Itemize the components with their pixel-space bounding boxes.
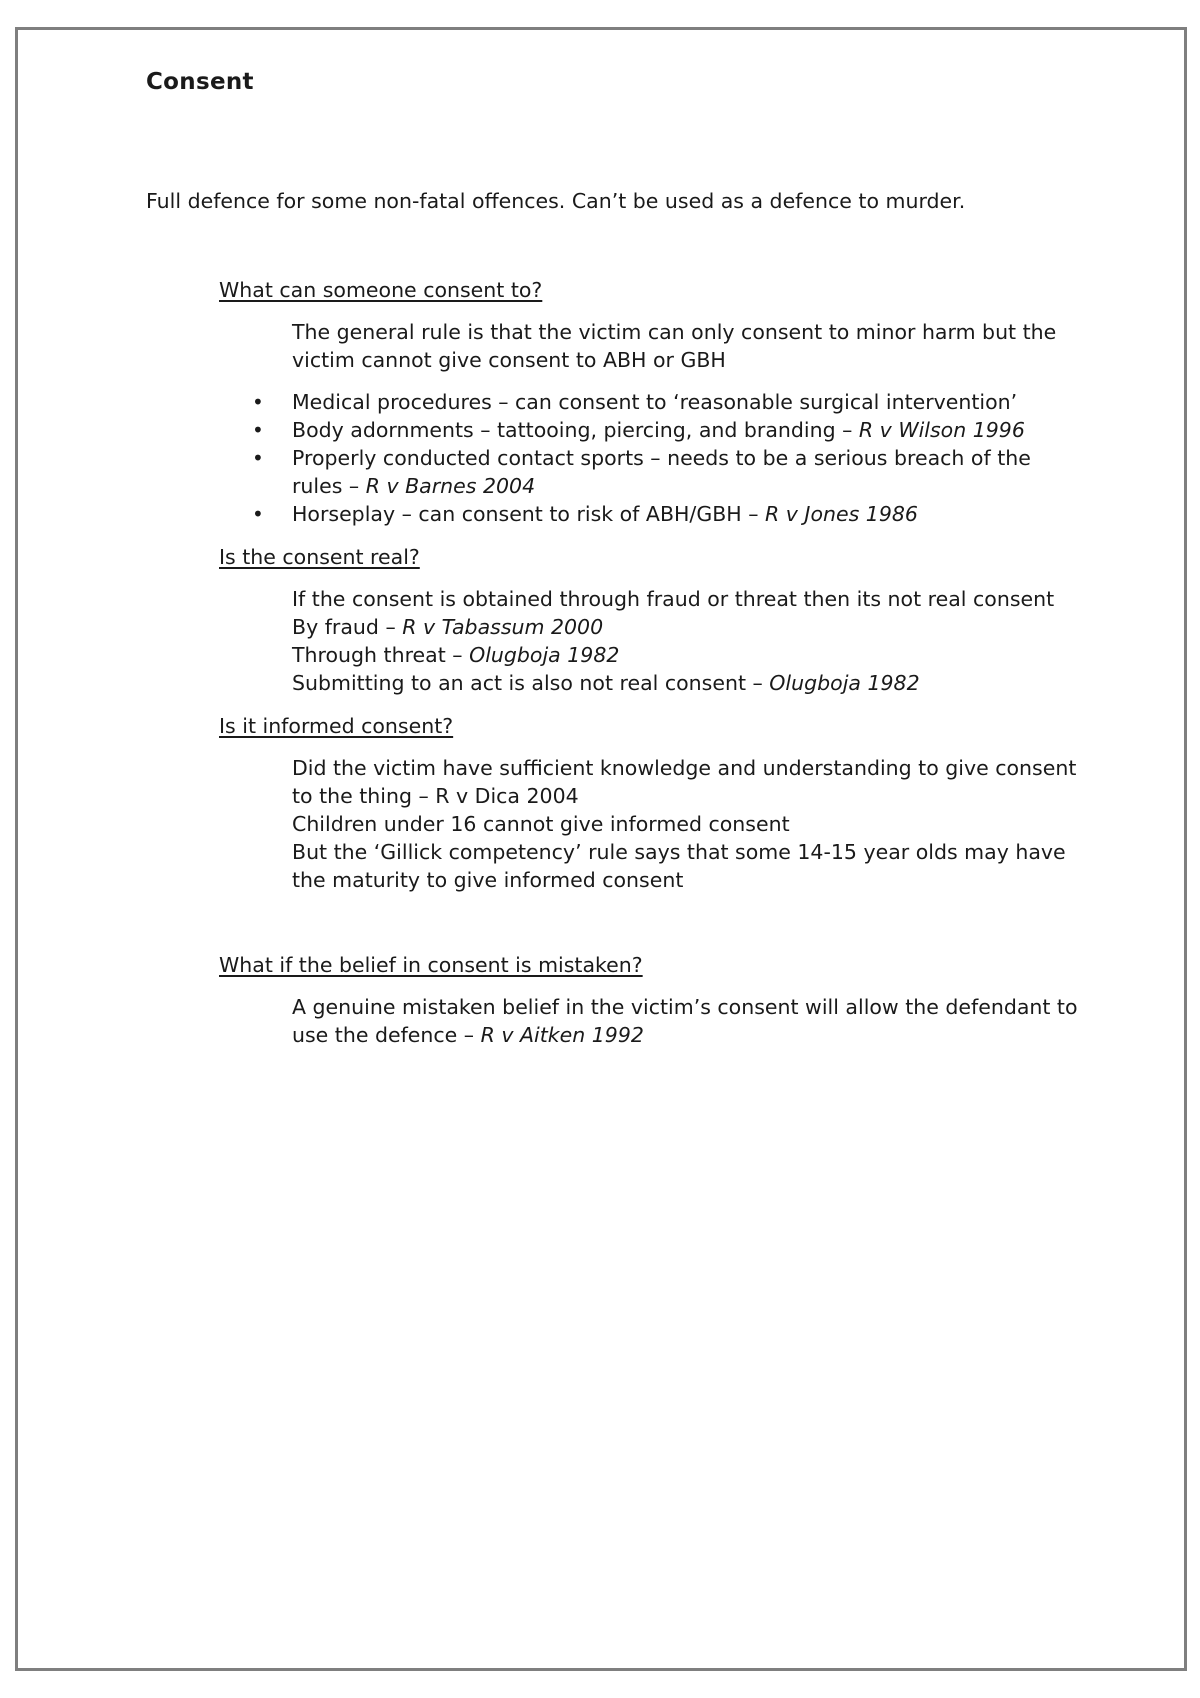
section-body-what-can <box>292 318 1079 374</box>
section-heading-mistaken: What if the belief in consent is mistaken? <box>219 953 643 977</box>
bullet-icon: • <box>252 418 264 442</box>
list-item-text: Medical procedures – can consent to ‘reasonable surgical intervention’ <box>292 390 1018 414</box>
case-citation: R v Aitken 1992 <box>480 1023 644 1047</box>
bullet-icon: • <box>252 502 264 526</box>
list-item <box>219 500 1079 528</box>
case-citation: R v Barnes 2004 <box>365 474 536 498</box>
case-citation: R v Tabassum 2000 <box>402 615 604 639</box>
section-heading-what-can: What can someone consent to? <box>219 278 543 302</box>
list-item <box>219 388 1079 416</box>
bullet-icon: • <box>252 446 264 470</box>
line-text: By fraud – <box>292 615 403 639</box>
section-body-mistaken <box>292 993 1079 1049</box>
by-fraud-line <box>292 613 1079 641</box>
section-body-is-real <box>292 585 1079 697</box>
consent-exceptions-list <box>219 388 1079 528</box>
intro-paragraph: Full defence for some non-fatal offences. Can’t be used as a defence to murder. <box>146 189 966 213</box>
gillick-text: But the ‘Gillick competency’ rule says that some 14-15 year olds may have the maturity to give informed consent <box>292 840 1066 892</box>
list-item <box>219 416 1079 444</box>
knowledge-text: Did the victim have sufficient knowledge and understanding to give consent to the thing – R v Dica 2004 <box>292 756 1077 808</box>
section-body-informed <box>292 754 1079 894</box>
line-text: A genuine mistaken belief in the victim’s consent will allow the defendant to use the defence – <box>292 995 1078 1047</box>
list-item-text: Horseplay – can consent to risk of ABH/GBH – <box>292 502 765 526</box>
case-citation: R v Jones 1986 <box>764 502 918 526</box>
section-heading-is-real: Is the consent real? <box>219 545 420 569</box>
case-citation: R v Wilson 1996 <box>858 418 1025 442</box>
list-item <box>219 444 1079 500</box>
document-title: Consent <box>146 69 254 95</box>
list-item-text: Properly conducted contact sports – needs to be a serious breach of the rules – <box>292 446 1031 498</box>
document-body <box>219 276 1079 1049</box>
through-threat-line <box>292 641 1079 669</box>
children-text: Children under 16 cannot give informed consent <box>292 812 790 836</box>
mistaken-belief-text <box>292 993 1079 1049</box>
submitting-line <box>292 669 1079 697</box>
general-rule-text: The general rule is that the victim can only consent to minor harm but the victim cannot give consent to ABH or GBH <box>292 320 1057 372</box>
fraud-threat-text: If the consent is obtained through fraud or threat then its not real consent <box>292 587 1055 611</box>
case-citation: Olugboja 1982 <box>469 643 620 667</box>
bullet-icon: • <box>252 390 264 414</box>
list-item-text: Body adornments – tattooing, piercing, and branding – <box>292 418 859 442</box>
section-heading-informed: Is it informed consent? <box>219 714 454 738</box>
case-citation: Olugboja 1982 <box>769 671 920 695</box>
line-text: Through threat – <box>292 643 470 667</box>
line-text: Submitting to an act is also not real consent – <box>292 671 770 695</box>
